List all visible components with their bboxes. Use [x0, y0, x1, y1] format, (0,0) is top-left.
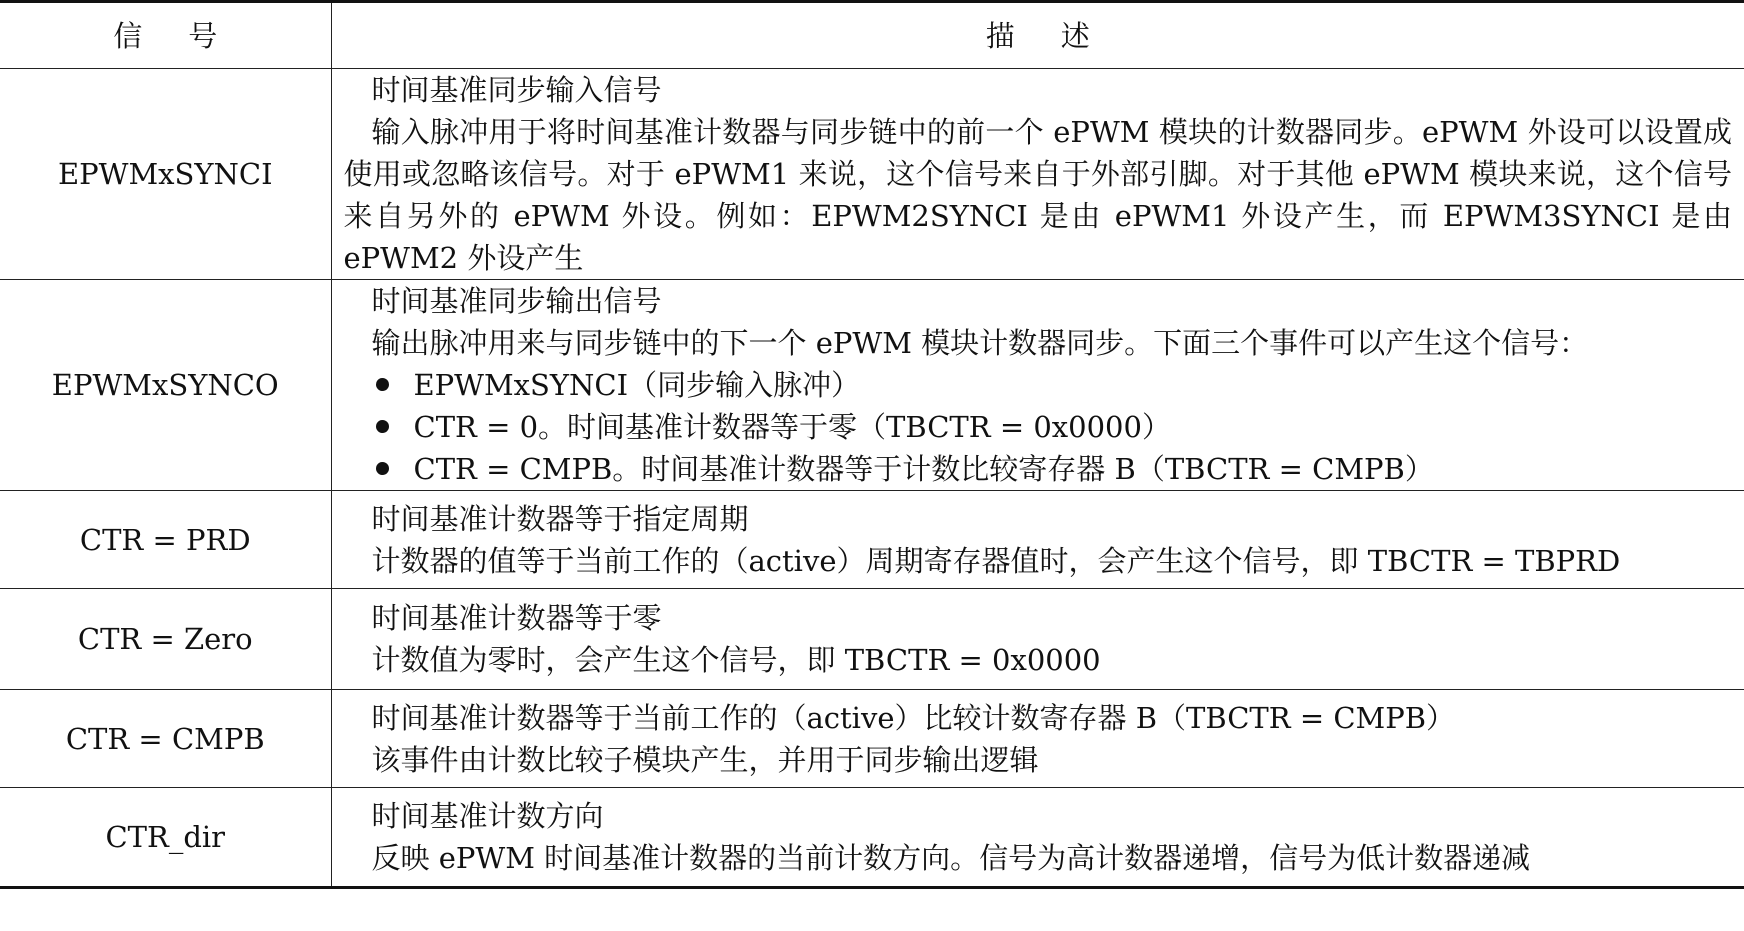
- signal-cell: CTR = PRD: [0, 491, 331, 589]
- description-cell: [331, 280, 1744, 491]
- header-description: 描述: [331, 2, 1744, 69]
- description-title: 时间基准计数器等于零: [371, 601, 662, 635]
- header-signal: 信号: [0, 2, 331, 69]
- description-cell: [331, 788, 1744, 888]
- bullet-text: EPWMxSYNCI（同步输入脉冲）: [413, 368, 861, 402]
- table-row: [0, 589, 1744, 690]
- table-row: [0, 491, 1744, 589]
- signal-cell: CTR_dir: [0, 788, 331, 888]
- list-item: [372, 448, 1733, 490]
- signal-cell: EPWMxSYNCI: [0, 69, 331, 280]
- description-title: 时间基准同步输出信号: [371, 284, 662, 318]
- description-cell: [331, 491, 1744, 589]
- table-row: [0, 69, 1744, 280]
- list-item: [372, 406, 1733, 448]
- bullet-text: CTR = 0。时间基准计数器等于零（TBCTR = 0x0000）: [413, 410, 1171, 444]
- description-title: 时间基准计数器等于当前工作的（active）比较计数寄存器 B（TBCTR = CMPB）: [371, 700, 1456, 735]
- signal-cell: CTR = Zero: [0, 589, 331, 690]
- description-text: 反映 ePWM 时间基准计数器的当前计数方向。信号为高计数器递增，信号为低计数器递减: [371, 841, 1531, 875]
- description-text: 该事件由计数比较子模块产生，并用于同步输出逻辑: [371, 742, 1039, 777]
- table-header-row: [0, 2, 1744, 69]
- description-text: 计数器的值等于当前工作的（active）周期寄存器值时，会产生这个信号，即 TBCTR = TBPRD: [371, 543, 1621, 578]
- bullet-icon: [376, 378, 389, 391]
- description-cell: [331, 69, 1744, 280]
- description-text: 输入脉冲用于将时间基准计数器与同步链中的前一个 ePWM 模块的计数器同步。ePWM 外设可以设置成使用或忽略该信号。对于 ePWM1 来说，这个信号来自于外部引脚。对于其他 ePWM 模块来说，这个信号来自另外的 ePWM 外设。例如：EPWM2SYNCI 是由 ePWM1 外设产生，而 EPWM3SYNCI 是由 ePWM2 外设产生: [343, 115, 1732, 275]
- bullet-icon: [376, 462, 389, 475]
- description-text: 计数值为零时，会产生这个信号，即 TBCTR = 0x0000: [371, 643, 1101, 677]
- signal-cell: EPWMxSYNCO: [0, 280, 331, 491]
- bullet-text: CTR = CMPB。时间基准计数器等于计数比较寄存器 B（TBCTR = CMPB）: [413, 452, 1434, 486]
- description-text: 输出脉冲用来与同步链中的下一个 ePWM 模块计数器同步。下面三个事件可以产生这个信号：: [371, 326, 1589, 360]
- description-title: 时间基准同步输入信号: [371, 73, 662, 107]
- table-row: [0, 280, 1744, 491]
- description-cell: [331, 589, 1744, 690]
- table-row: [0, 788, 1744, 888]
- table-row: [0, 690, 1744, 788]
- list-item: [372, 364, 1733, 406]
- description-title: 时间基准计数方向: [371, 799, 604, 833]
- bullet-list: [344, 364, 1733, 490]
- bullet-icon: [376, 420, 389, 433]
- signal-cell: CTR = CMPB: [0, 690, 331, 788]
- description-title: 时间基准计数器等于指定周期: [371, 501, 749, 536]
- description-cell: [331, 690, 1744, 788]
